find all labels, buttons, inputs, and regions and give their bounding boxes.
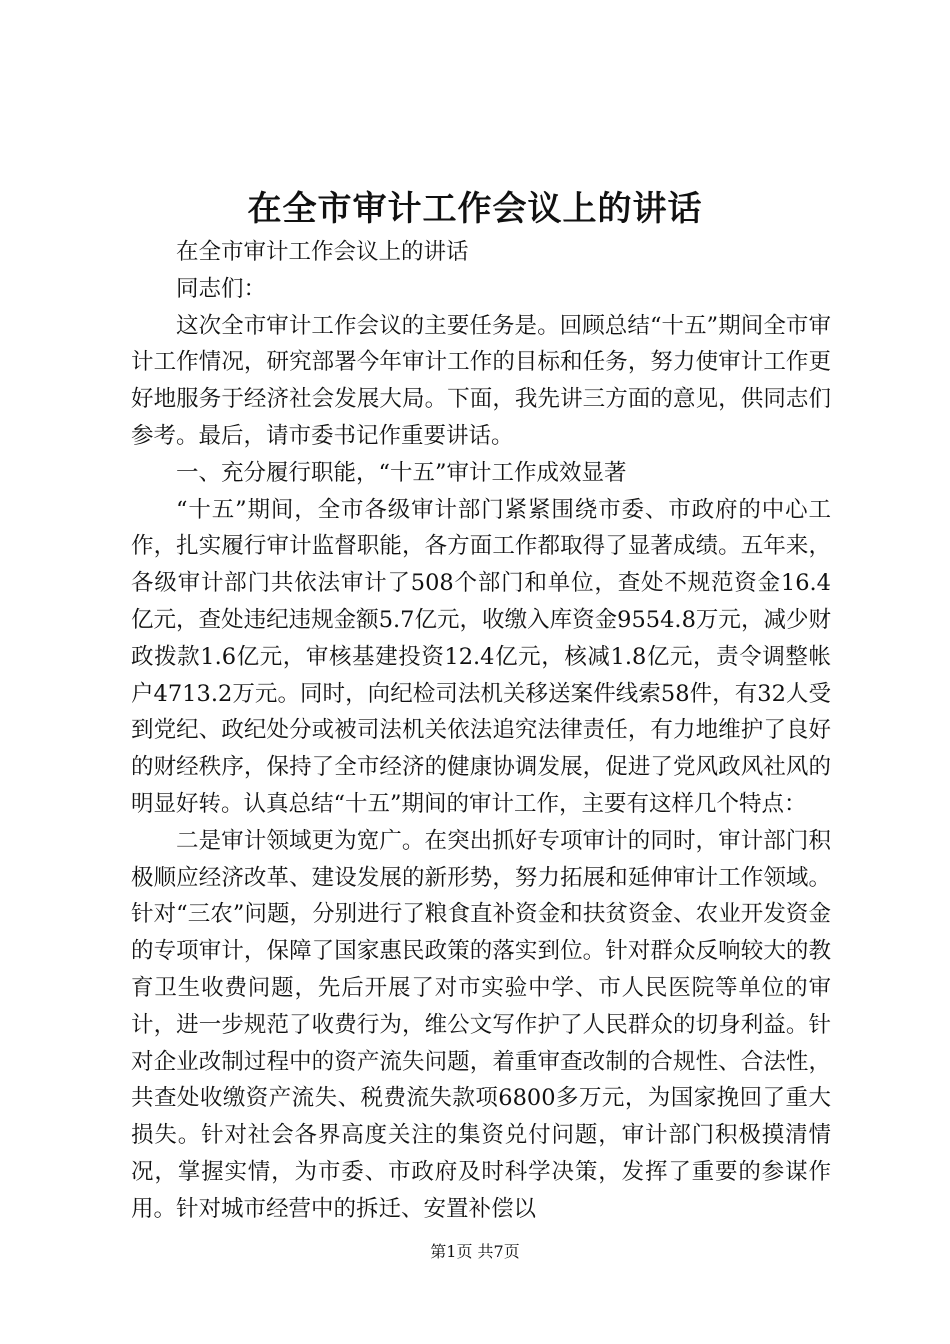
paragraph-audit-scope: 二是审计领域更为宽广。在突出抓好专项审计的同时，审计部门积极顺应经济改革、建设发展的新形势，努力拓展和延伸审计工作领域。针对“三农”问题，分别进行了粮食直补资金和扶贫资金、农业开发资金的专项审计，保障了国家惠民政策的落实到位。针对群众反响较大的教育卫生收费问题，先后开展了对市实验中学、市人民医院等单位的审计，进一步规范了收费行为，维公文写作护了人民群众的切身利益。针对企业改制过程中的资产流失问题，着重审查改制的合规性、合法性，共查处收缴资产流失、税费流失款项6800多万元，为国家挽回了重大损失。针对社会各界高度关注的集资兑付问题，审计部门积极摸清情况，掌握实情，为市委、市政府及时科学决策，发挥了重要的参谋作用。针对城市经营中的拆迁、安置补偿以: [131, 827, 831, 1222]
paragraph-achievements: “十五”期间，全市各级审计部门紧紧围绕市委、市政府的中心工作，扎实履行审计监督职能，各方面工作都取得了显著成绩。五年来，各级审计部门共依法审计了508个部门和单位，查处不规范资金16.4亿元，查处违纪违规金额5.7亿元，收缴入库资金9554.8万元，减少财政拨款1.6亿元，审核基建投资12.4亿元，核减1.8亿元，责令调整帐户4713.2万元。同时，向纪检司法机关移送案件线索58件，有32人受到党纪、政纪处分或被司法机关依法追究法律责任，有力地维护了良好的财经秩序，保持了全市经济的健康协调发展，促进了党风政风社风的明显好转。认真总结“十五”期间的审计工作，主要有这样几个特点：: [131, 496, 831, 817]
document-body: [131, 234, 831, 1228]
paragraph-intro: 这次全市审计工作会议的主要任务是。回顾总结“十五”期间全市审计工作情况，研究部署今年审计工作的目标和任务，努力使审计工作更好地服务于经济社会发展大局。下面，我先讲三方面的意见，供同志们参考。最后，请市委书记作重要讲话。: [131, 312, 831, 449]
paragraph-subtitle: 在全市审计工作会议上的讲话: [176, 239, 469, 265]
section-heading-1: 一、充分履行职能，“十五”审计工作成效显著: [176, 459, 627, 486]
paragraph-salutation: 同志们：: [176, 275, 267, 302]
document-title: 在全市审计工作会议上的讲话: [247, 189, 703, 229]
page-number: 第1页 共7页: [430, 1242, 520, 1261]
